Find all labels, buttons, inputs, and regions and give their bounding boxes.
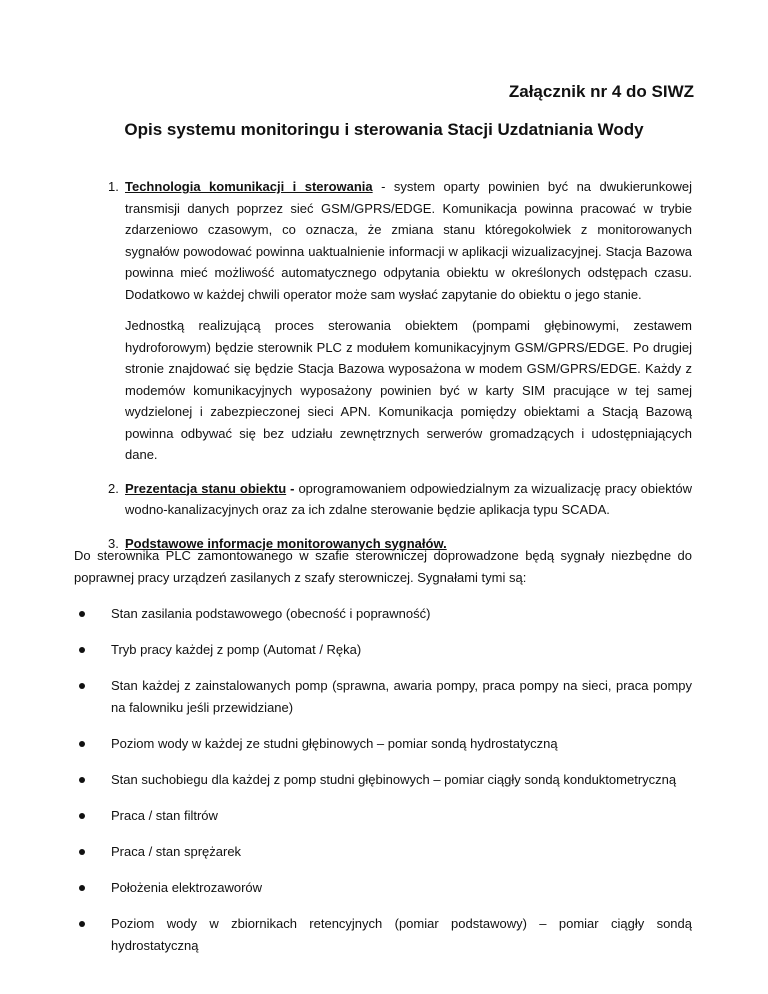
section-2 — [108, 478, 692, 521]
section-separator: - — [372, 179, 394, 194]
section-text: system oparty powinien być na dwukierunkowej transmisji danych poprzez sieć GSM/GPRS/EDGE. Komunikacja powinna pracować w trybie zdarzeniowo czasowym, co oznacza, że zmiana stanu któregokolwiek z monitorowanych sygnałów powodować powinna uaktualnienie informacji w aplikacji wizualizacyjnej. Stacja Bazowa powinna mieć możliwość automatycznego odpytania obiektu w określonych odstępach czasu. Dodatkowo w każdej chwili operator może sam wysłać zapytanie do obiektu o jego stanie. — [125, 179, 692, 302]
section-number: 2. — [108, 480, 119, 496]
section-1 — [108, 176, 692, 466]
list-item-text: Stan każdej z zainstalowanych pomp (sprawna, awaria pompy, praca pompy na sieci, praca pompy na falowniku jeśli przewidziane) — [111, 678, 692, 715]
bullet-icon — [79, 885, 85, 891]
list-item — [74, 841, 692, 863]
signals-block — [74, 545, 692, 971]
bullet-icon — [79, 777, 85, 783]
section-1-paragraph-2: Jednostką realizującą proces sterowania obiektem (pompami głębinowymi, zestawem hydroforowym) będzie sterownik PLC z modułem komunikacyjnym GSM/GPRS/EDGE. Po drugiej stronie znajdować się będzie Stacja Bazowa wyposażona w modem GSM/GPRS/EDGE. Każdy z modemów komunikacyjnych wyposażony powinien być w karty SIM pracujące w tej samej wydzielonej i zabezpieczonej sieci APN. Komunikacja pomiędzy obiektami a Stacją Bazową powinna odbywać się bez udziału zewnętrznych serwerów gromadzących i udostępniających dane. — [125, 318, 692, 462]
list-item-text: Stan zasilania podstawowego (obecność i poprawność) — [111, 606, 431, 621]
list-item-text: Poziom wody w zbiornikach retencyjnych (pomiar podstawowy) – pomiar ciągły sondą hydrostatyczną — [111, 916, 692, 953]
bullet-icon — [79, 647, 85, 653]
list-item — [74, 769, 692, 791]
document-title: Opis systemu monitoringu i sterowania Stacji Uzdatniania Wody — [124, 120, 644, 139]
attachment-label: Załącznik nr 4 do SIWZ — [508, 82, 694, 101]
section-heading: Prezentacja stanu obiektu — [125, 480, 287, 496]
bullet-icon — [79, 849, 85, 855]
list-item — [74, 805, 692, 827]
section-number: 3. — [108, 535, 119, 551]
section-heading: Technologia komunikacji i sterowania — [125, 179, 373, 194]
list-item-text: Położenia elektrozaworów — [111, 880, 263, 895]
bullet-icon — [79, 611, 85, 617]
signals-list — [74, 603, 692, 957]
list-item — [74, 603, 692, 625]
bullet-icon — [79, 683, 85, 689]
document-body — [108, 176, 692, 566]
list-item-text: Poziom wody w każdej ze studni głębinowych – pomiar sondą hydrostatyczną — [111, 736, 558, 751]
list-item — [74, 913, 692, 957]
list-item — [74, 733, 692, 755]
bullet-icon — [79, 921, 85, 927]
section-number: 1. — [108, 179, 119, 194]
bullet-icon — [79, 813, 85, 819]
list-item-text: Tryb pracy każdej z pomp (Automat / Ręka) — [111, 642, 362, 657]
section-2-paragraph — [125, 478, 692, 521]
section-separator: - — [286, 480, 299, 496]
section-heading: Podstawowe informacje monitorowanych sygnałów. — [125, 535, 447, 551]
list-item-text: Praca / stan filtrów — [111, 808, 218, 823]
bullet-icon — [79, 741, 85, 747]
section-text: oprogramowaniem odpowiedzialnym za wizualizację pracy obiektów wodno-kanalizacyjnych oraz za ich zdalne sterowanie będzie aplikacja typu SCADA. — [125, 480, 692, 517]
list-item-text: Praca / stan sprężarek — [111, 844, 242, 859]
list-item — [74, 675, 692, 719]
list-item — [74, 639, 692, 661]
list-item-text: Stan suchobiegu dla każdej z pomp studni głębinowych – pomiar ciągły sondą konduktometryczną — [111, 772, 677, 787]
list-item — [74, 877, 692, 899]
signals-intro: Do sterownika PLC zamontowanego w szafie sterowniczej doprowadzone będą sygnały niezbędne do poprawnej pracy urządzeń zasilanych z szafy sterowniczej. Sygnałami tymi są: — [74, 548, 692, 585]
section-1-paragraph-1 — [125, 176, 692, 305]
